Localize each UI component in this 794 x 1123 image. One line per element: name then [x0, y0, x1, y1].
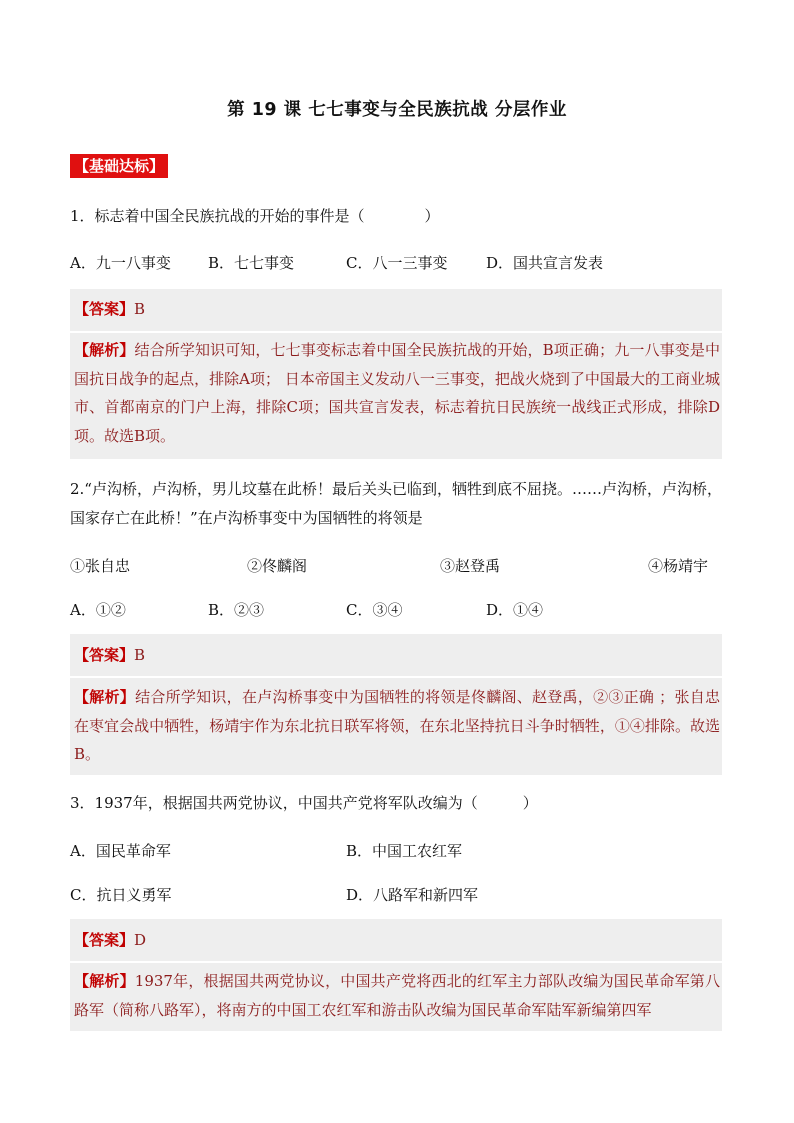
- q1-answer: [74, 298, 145, 319]
- q2-option-c: C．③④: [346, 601, 403, 619]
- q3-option-c: C．抗日义勇军: [70, 886, 172, 904]
- q2-answer: [74, 644, 145, 665]
- q1-answer-box: [70, 289, 722, 331]
- q1-analysis-box: [70, 333, 722, 459]
- q2-item-3: ③赵登禹: [440, 557, 501, 575]
- q3-analysis-box: [70, 963, 722, 1031]
- q3-analysis: [74, 967, 720, 1024]
- q2-analysis-box: [70, 678, 722, 775]
- q2-option-b: B．②③: [208, 601, 265, 619]
- analysis-label: 【解析】: [74, 341, 135, 359]
- question-3-stem: 3．1937年，根据国共两党协议，中国共产党将军队改编为（ ）: [70, 794, 538, 812]
- q3-option-a: A．国民革命军: [70, 842, 171, 860]
- q2-item-4: ④杨靖宇: [648, 557, 709, 575]
- q3-option-b: B．中国工农红军: [346, 842, 463, 860]
- answer-label: 【答案】: [74, 646, 135, 664]
- q2-answer-box: [70, 634, 722, 676]
- answer-value: B: [134, 300, 146, 318]
- question-1-stem: 1．标志着中国全民族抗战的开始的事件是（ ）: [70, 207, 440, 225]
- section-tag-basic: 【基础达标】: [70, 154, 168, 178]
- q2-item-1: ①张自忠: [70, 557, 131, 575]
- q2-option-d: D．①④: [486, 601, 544, 619]
- q2-item-2: ②佟麟阁: [247, 557, 308, 575]
- q3-answer: [74, 929, 146, 950]
- page-title: 第 19 课 七七事变与全民族抗战 分层作业: [227, 100, 567, 120]
- answer-value: D: [134, 931, 147, 949]
- analysis-text: 结合所学知识，在卢沟桥事变中为国牺牲的将领是佟麟阁、赵登禹，②③正确 ；张自忠在枣宜会战中牺牲，杨靖宇作为东北抗日联军将领，在东北坚持抗日斗争时牺牲，①④排除。故选B。: [74, 688, 720, 763]
- q3-answer-box: [70, 919, 722, 961]
- analysis-text: 1937年，根据国共两党协议，中国共产党将西北的红军主力部队改编为国民革命军第八路军（简称八路军），将南方的中国工农红军和游击队改编为国民革命军陆军新编第四军: [74, 972, 720, 1019]
- answer-label: 【答案】: [74, 931, 135, 949]
- q3-option-d: D．八路军和新四军: [346, 886, 479, 904]
- q1-option-d: D．国共宣言发表: [486, 254, 604, 272]
- q1-analysis: [74, 336, 720, 450]
- answer-value: B: [134, 646, 146, 664]
- q2-analysis: [74, 683, 720, 769]
- q1-option-b: B．七七事变: [208, 254, 295, 272]
- analysis-text: 结合所学知识可知，七七事变标志着中国全民族抗战的开始，B项正确；九一八事变是中国抗日战争的起点，排除A项； 日本帝国主义发动八一三事变，把战火烧到了中国最大的工商业城市、首都南京的门户上海，排除C项；国共宣言发表，标志着抗日民族统一战线正式形成，排除D项。故选B项。: [74, 341, 720, 445]
- q1-option-c: C．八一三事变: [346, 254, 448, 272]
- analysis-label: 【解析】: [74, 972, 135, 990]
- q2-option-a: A．①②: [70, 601, 126, 619]
- analysis-label: 【解析】: [74, 688, 136, 706]
- question-2-stem: 2.“卢沟桥，卢沟桥，男儿坟墓在此桥！最后关头已临到，牺牲到底不屈挠。……卢沟桥，卢沟桥，国家存亡在此桥！”在卢沟桥事变中为国牺牲的将领是: [70, 480, 722, 527]
- q1-option-a: A．九一八事变: [70, 254, 171, 272]
- answer-label: 【答案】: [74, 300, 135, 318]
